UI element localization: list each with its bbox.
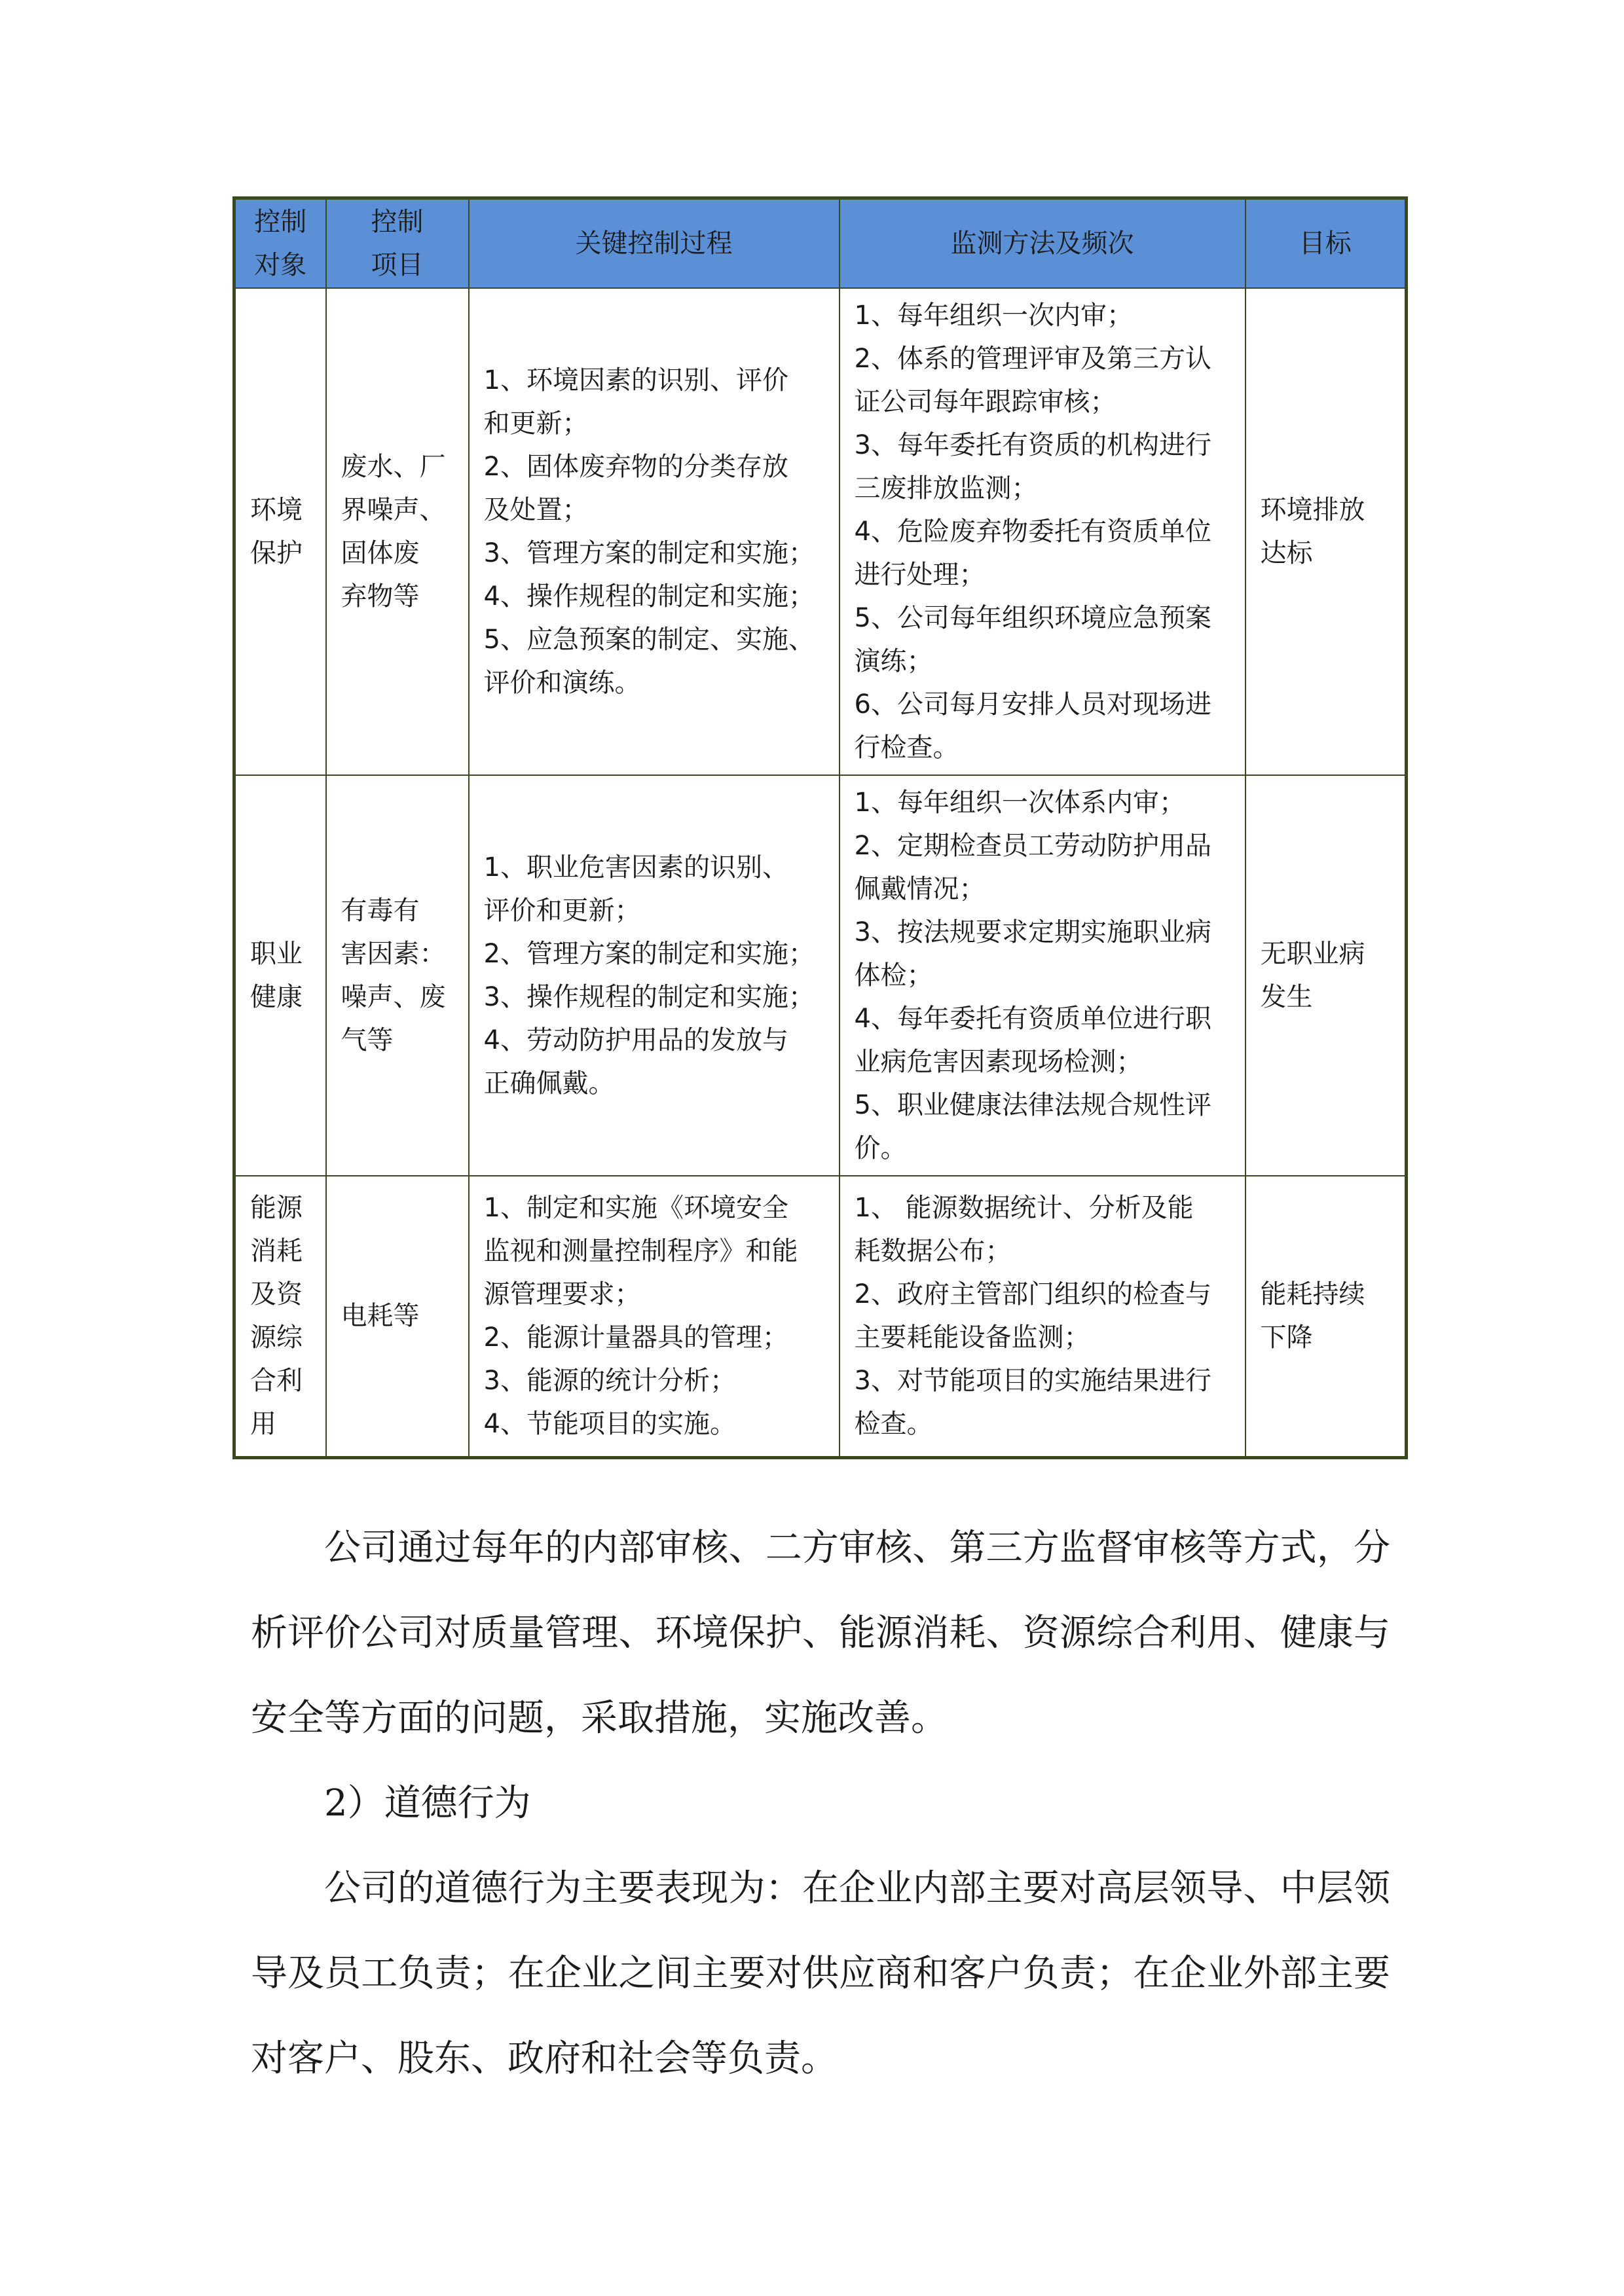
header-monitoring-method: 监测方法及频次 — [840, 198, 1246, 289]
table-header-row — [234, 198, 1407, 289]
control-table — [232, 196, 1408, 1459]
cell-process: 1、制定和实施《环境安全 监视和测量控制程序》和能 源管理要求； 2、能源计量器具的管理； 3、能源的统计分析； 4、节能项目的实施。 — [469, 1176, 840, 1457]
cell-target: 能耗持续 下降 — [1246, 1176, 1407, 1457]
header-control-item: 控制 项目 — [326, 198, 469, 289]
cell-monitoring: 1、每年组织一次体系内审； 2、定期检查员工劳动防护用品 佩戴情况； 3、按法规要求定期实施职业病 体检； 4、每年委托有资质单位进行职 业病危害因素现场检测； 5、职业健康法律法规合规性评 价。 — [840, 775, 1246, 1176]
cell-monitoring: 1、每年组织一次内审； 2、体系的管理评审及第三方认 证公司每年跟踪审核； 3、每年委托有资质的机构进行 三废排放监测； 4、危险废弃物委托有资质单位 进行处理； 5、公司每年组织环境应急预案 演练； 6、公司每月安排人员对现场进 行检查。 — [840, 288, 1246, 775]
cell-process: 1、环境因素的识别、评价 和更新； 2、固体废弃物的分类存放 及处置； 3、管理方案的制定和实施； 4、操作规程的制定和实施； 5、应急预案的制定、实施、 评价和演练。 — [469, 288, 840, 775]
header-control-object: 控制 对象 — [234, 198, 326, 289]
cell-object: 环境 保护 — [234, 288, 326, 775]
paragraph-audit: 公司通过每年的内部审核、二方审核、第三方监督审核等方式，分析评价公司对质量管理、环境保护、能源消耗、资源综合利用、健康与安全等方面的问题，采取措施，实施改善。 — [251, 1527, 1390, 1740]
cell-target: 无职业病 发生 — [1246, 775, 1407, 1176]
table-row — [234, 1176, 1407, 1457]
cell-target: 环境排放 达标 — [1246, 288, 1407, 775]
paragraph-ethics: 公司的道德行为主要表现为：在企业内部主要对高层领导、中层领导及员工负责；在企业之间主要对供应商和客户负责；在企业外部主要对客户、股东、政府和社会等负责。 — [251, 1867, 1390, 2080]
table-row — [234, 775, 1407, 1176]
section-heading-ethics: 2）道德行为 — [324, 1782, 531, 1825]
cell-process: 1、职业危害因素的识别、 评价和更新； 2、管理方案的制定和实施； 3、操作规程的制定和实施； 4、劳动防护用品的发放与 正确佩戴。 — [469, 775, 840, 1176]
cell-monitoring: 1、 能源数据统计、分析及能 耗数据公布； 2、政府主管部门组织的检查与 主要耗能设备监测； 3、对节能项目的实施结果进行 检查。 — [840, 1176, 1246, 1457]
header-target: 目标 — [1246, 198, 1407, 289]
cell-object: 能源 消耗 及资 源综 合利 用 — [234, 1176, 326, 1457]
cell-item: 电耗等 — [326, 1176, 469, 1457]
table-row — [234, 288, 1407, 775]
cell-object: 职业 健康 — [234, 775, 326, 1176]
cell-item: 有毒有 害因素： 噪声、废 气等 — [326, 775, 469, 1176]
header-key-process: 关键控制过程 — [469, 198, 840, 289]
cell-item: 废水、厂 界噪声、 固体废 弃物等 — [326, 288, 469, 775]
